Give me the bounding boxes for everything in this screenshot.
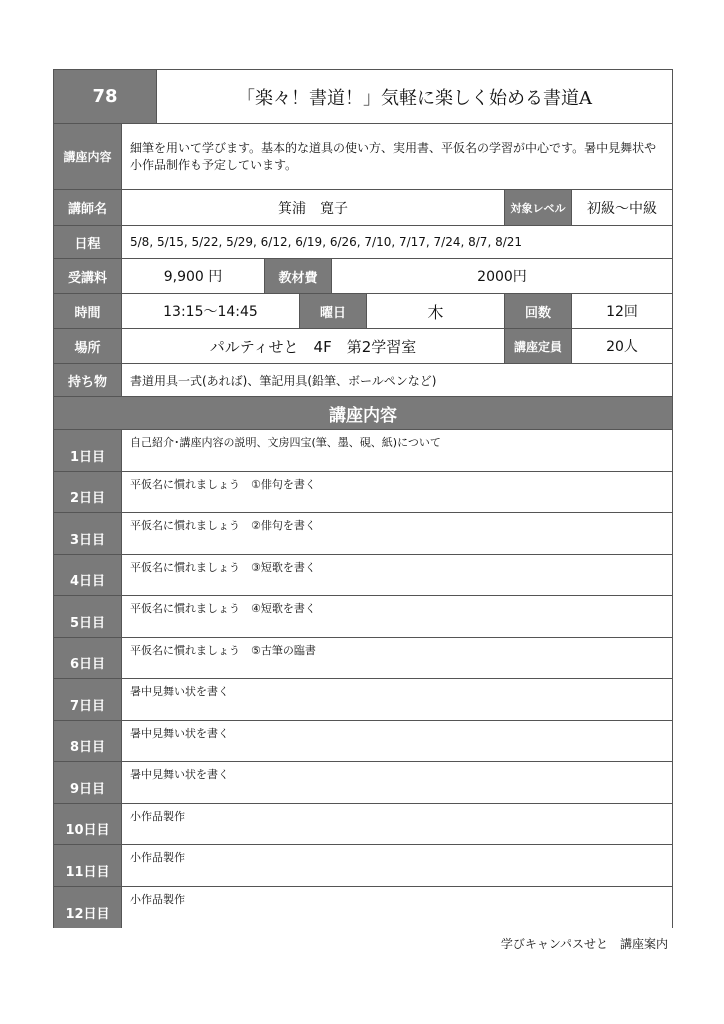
- count-label: 回数: [505, 294, 572, 328]
- session-text: 小作品製作: [122, 887, 672, 929]
- session-row: [54, 513, 672, 555]
- session-row: [54, 472, 672, 514]
- session-text: 自己紹介･講座内容の説明、文房四宝(筆、墨、硯、紙)について: [122, 430, 672, 471]
- session-row: [54, 430, 672, 472]
- belongings-row: [54, 364, 672, 397]
- session-day: 8日目: [54, 721, 122, 762]
- session-text: 暑中見舞い状を書く: [122, 721, 672, 762]
- session-day: 5日目: [54, 596, 122, 637]
- time-value: 13:15～14:45: [122, 294, 300, 328]
- session-day: 10日目: [54, 804, 122, 845]
- session-text: 小作品製作: [122, 845, 672, 886]
- session-row: [54, 762, 672, 804]
- material-fee-value: 2000円: [332, 259, 672, 293]
- session-row: [54, 845, 672, 887]
- fee-row: [54, 259, 672, 294]
- instructor-row: [54, 190, 672, 226]
- fee-label: 受講料: [54, 259, 122, 293]
- session-day: 3日目: [54, 513, 122, 554]
- schedule-row: [54, 226, 672, 259]
- belongings-label: 持ち物: [54, 364, 122, 396]
- session-text: 暑中見舞い状を書く: [122, 762, 672, 803]
- course-sheet: [53, 69, 673, 928]
- footer-text: 学びキャンパスせと 講座案内: [500, 937, 668, 951]
- session-row: [54, 887, 672, 929]
- weekday-label: 曜日: [300, 294, 367, 328]
- session-text: 平仮名に慣れましょう ①俳句を書く: [122, 472, 672, 513]
- schedule-label: 日程: [54, 226, 122, 258]
- session-row: [54, 596, 672, 638]
- session-row: [54, 721, 672, 763]
- material-fee-label: 教材費: [265, 259, 332, 293]
- session-day: 11日目: [54, 845, 122, 886]
- place-row: [54, 329, 672, 364]
- capacity-value: 20人: [572, 329, 672, 363]
- session-day: 6日目: [54, 638, 122, 679]
- level-label: 対象レベル: [505, 190, 572, 225]
- session-text: 小作品製作: [122, 804, 672, 845]
- session-row: [54, 555, 672, 597]
- belongings-value: 書道用具一式(あれば)、筆記用具(鉛筆、ボールペンなど): [122, 364, 672, 396]
- title-row: [54, 70, 672, 124]
- time-row: [54, 294, 672, 329]
- section-header-row: [54, 397, 672, 430]
- session-day: 1日目: [54, 430, 122, 471]
- session-text: 平仮名に慣れましょう ③短歌を書く: [122, 555, 672, 596]
- place-label: 場所: [54, 329, 122, 363]
- capacity-label: 講座定員: [505, 329, 572, 363]
- instructor-label: 講師名: [54, 190, 122, 225]
- session-day: 7日目: [54, 679, 122, 720]
- course-title: 「楽々！書道！」気軽に楽しく始める書道A: [157, 70, 672, 123]
- content-row: [54, 124, 672, 190]
- session-day: 4日目: [54, 555, 122, 596]
- fee-value: 9,900 円: [122, 259, 265, 293]
- instructor-name: 箕浦 寛子: [122, 190, 505, 225]
- session-text: 平仮名に慣れましょう ④短歌を書く: [122, 596, 672, 637]
- session-row: [54, 638, 672, 680]
- course-number: 78: [54, 70, 157, 123]
- content-text: 細筆を用いて学びます。基本的な道具の使い方、実用書、平仮名の学習が中心です。暑中見舞状や小作品制作も予定しています。: [122, 124, 672, 189]
- session-day: 2日目: [54, 472, 122, 513]
- place-value: パルティせと 4F 第2学習室: [122, 329, 505, 363]
- session-text: 平仮名に慣れましょう ⑤古筆の臨書: [122, 638, 672, 679]
- time-label: 時間: [54, 294, 122, 328]
- session-text: 平仮名に慣れましょう ②俳句を書く: [122, 513, 672, 554]
- count-value: 12回: [572, 294, 672, 328]
- session-text: 暑中見舞い状を書く: [122, 679, 672, 720]
- session-row: [54, 804, 672, 846]
- session-row: [54, 679, 672, 721]
- schedule-dates: 5/8, 5/15, 5/22, 5/29, 6/12, 6/19, 6/26, 7/10, 7/17, 7/24, 8/7, 8/21: [122, 226, 672, 258]
- section-title: 講座内容: [54, 397, 672, 429]
- level-value: 初級～中級: [572, 190, 672, 225]
- session-day: 9日目: [54, 762, 122, 803]
- weekday-value: 木: [367, 294, 505, 328]
- session-day: 12日目: [54, 887, 122, 929]
- content-label: 講座内容: [54, 124, 122, 189]
